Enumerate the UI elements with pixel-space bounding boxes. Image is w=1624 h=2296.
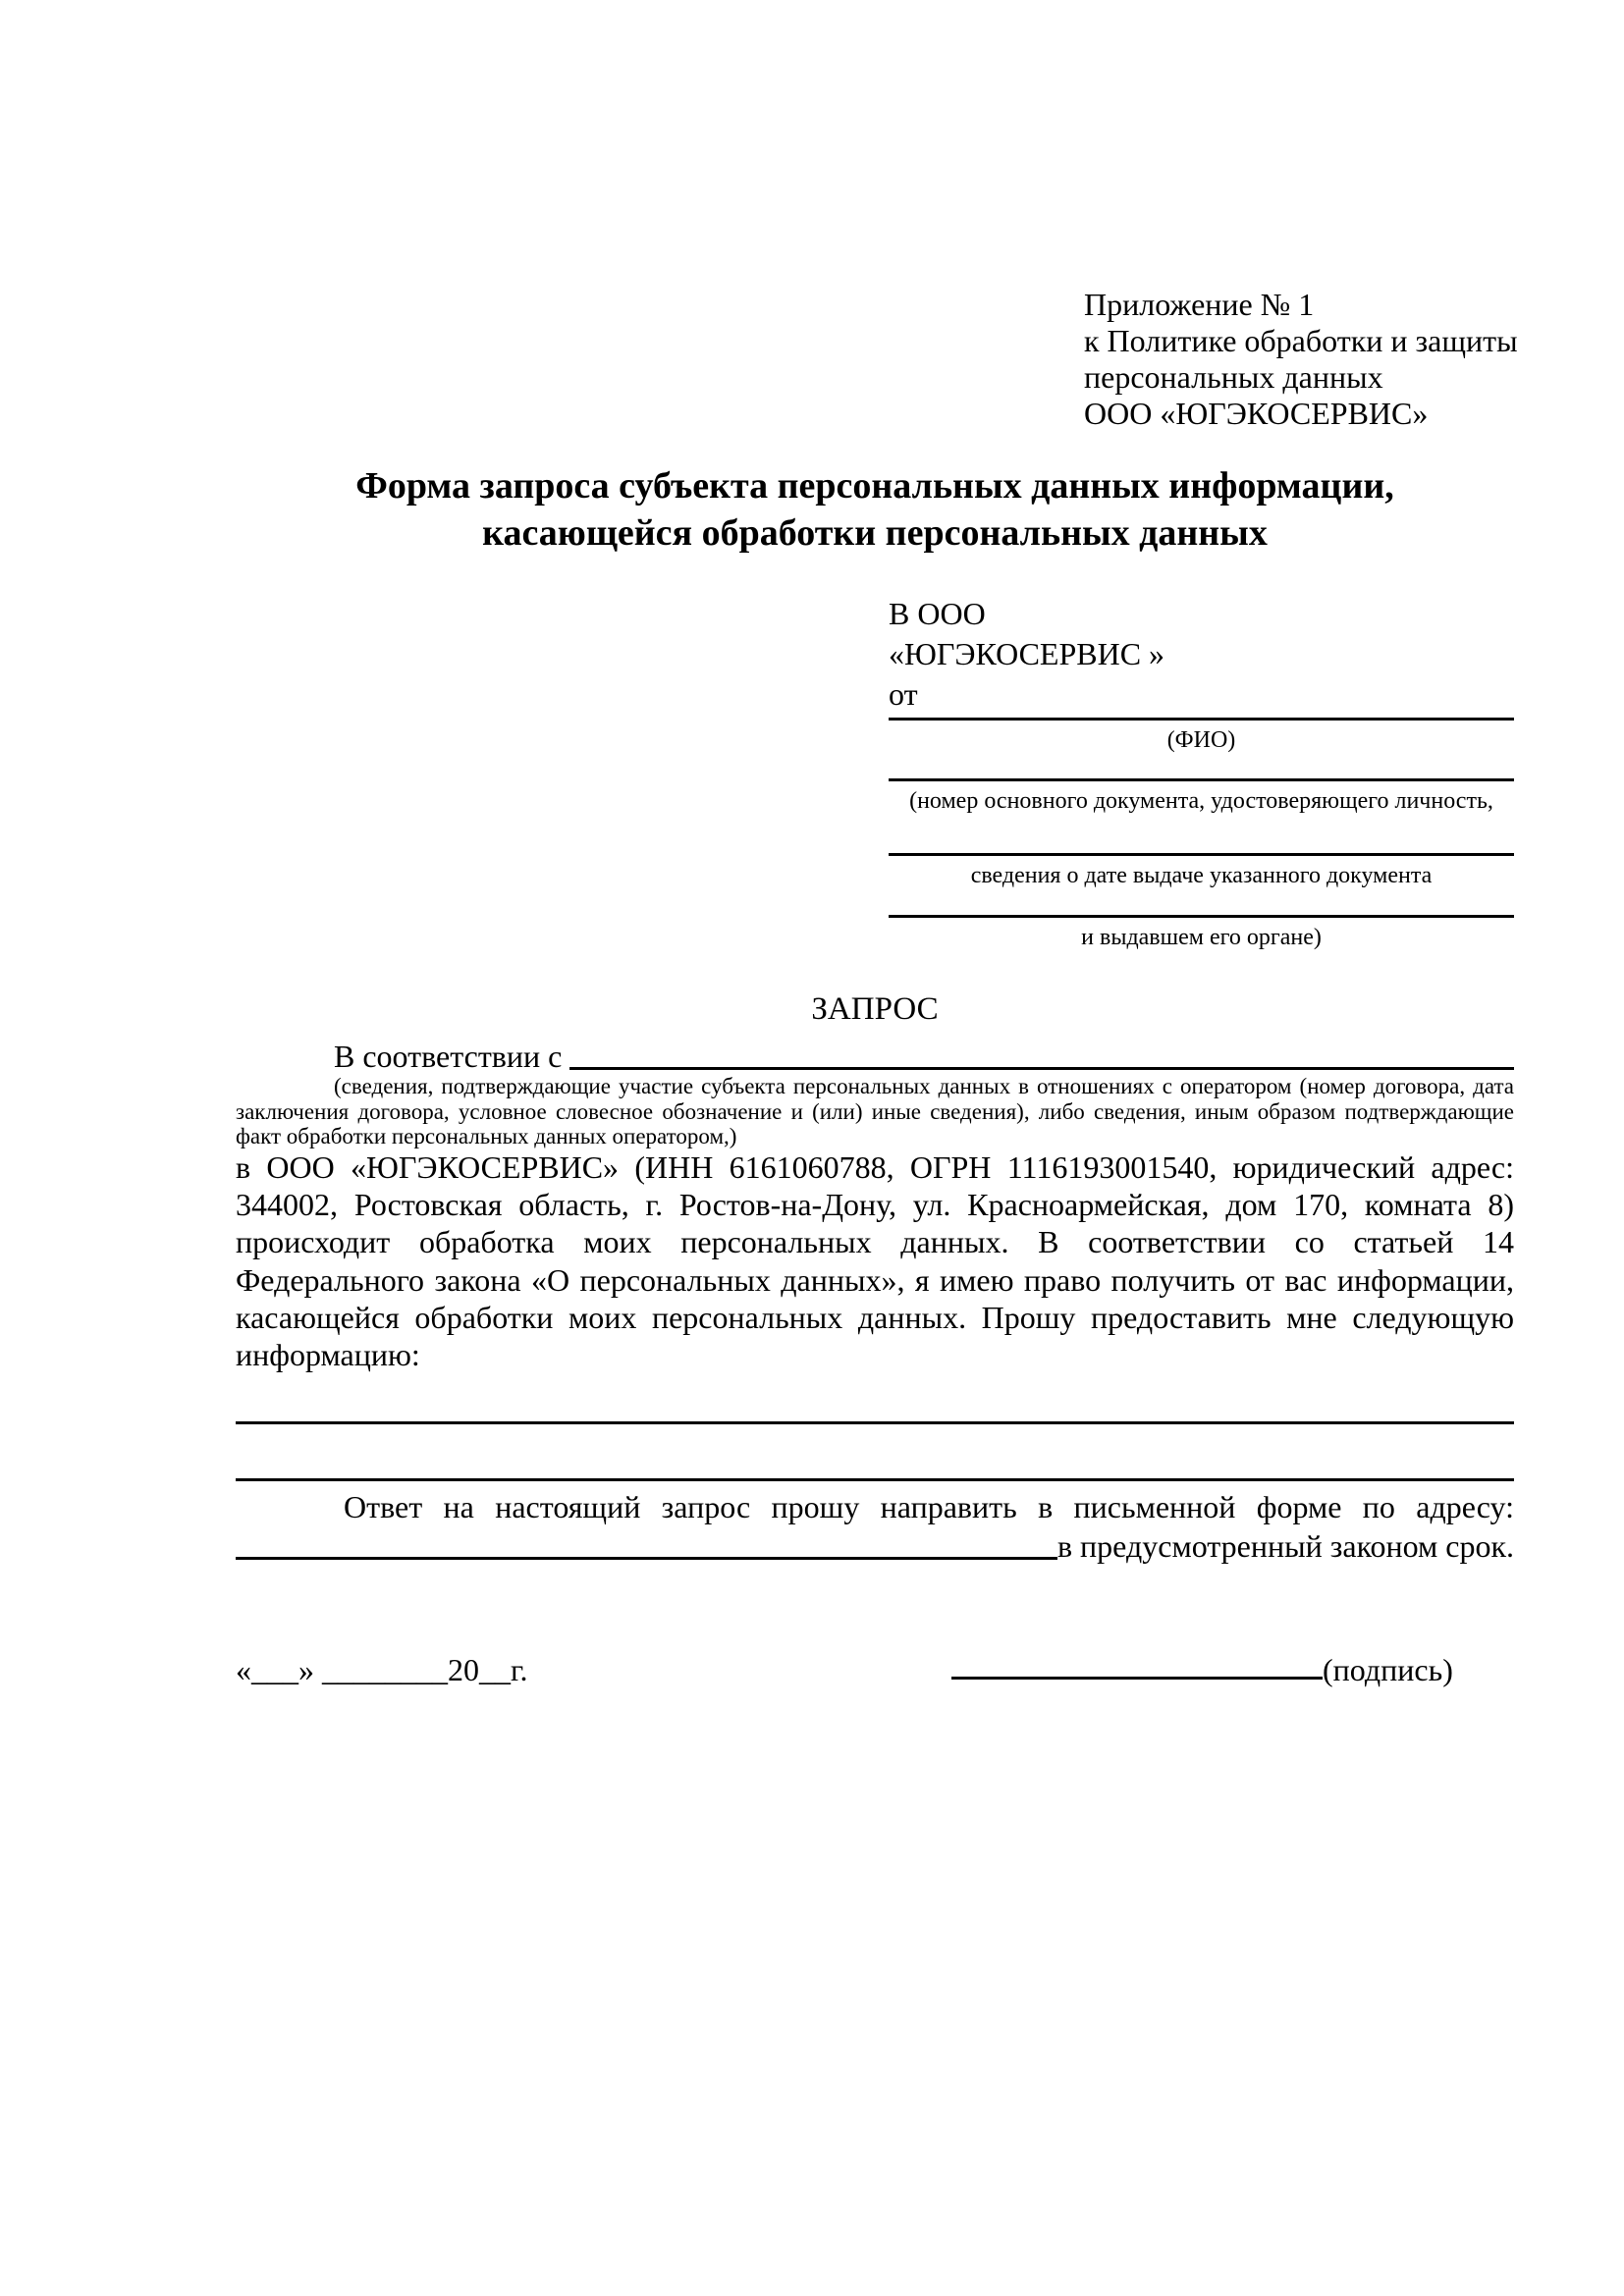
request-body-paragraph: в ООО «ЮГЭКОСЕРВИС» (ИНН 6161060788, ОГРН 1116193001540, юридический адрес: 344002, Ростовская область, г. Ростов-на-Дону, ул. Красноармейская, дом 170, комната 8) происходит обработка моих персональных данных. В соответствии со статьей 14 Федерального закона «О персональных данных», я имею право получить от вас информации, касающейся обработки моих персональных данных. Прошу предоставить мне следующую информацию:: [236, 1149, 1514, 1373]
date-blank-text[interactable]: «___» ________20__г.: [236, 1652, 528, 1687]
addressee-line-2: «ЮГЭКОСЕРВИС »: [889, 636, 1165, 671]
document-title: [173, 462, 1577, 557]
information-blank-line-1[interactable]: [236, 1421, 1514, 1424]
annex-line-1: Приложение № 1: [1084, 287, 1315, 322]
signature-caption: (подпись): [1323, 1652, 1453, 1687]
intro-note: (сведения, подтверждающие участие субъекта персональных данных в отношениях с оператором (номер договора, дата заключения договора, условное словесное обозначение и (или) иные сведения), либо сведения, иным образом подтверждающие факт обработки персональных данных оператором,): [236, 1074, 1514, 1148]
addressee-block: [889, 594, 1164, 715]
fio-blank-line[interactable]: [889, 718, 1514, 721]
request-heading: ЗАПРОС: [811, 991, 939, 1027]
addressee-from-label: от: [889, 676, 918, 712]
annex-block: [1084, 287, 1526, 432]
reply-sentence: Ответ на настоящий запрос прошу направить в письменной форме по адресу:: [344, 1489, 1514, 1524]
document-number-blank-line[interactable]: [889, 778, 1514, 781]
annex-line-4: ООО «ЮГЭКОСЕРВИС»: [1084, 396, 1429, 431]
issuing-authority-caption: и выдавшем его органе): [1081, 925, 1322, 950]
document-number-caption: (номер основного документа, удостоверяющего личность,: [909, 788, 1493, 814]
annex-line-3: персональных данных: [1084, 359, 1383, 395]
address-blank-line[interactable]: [236, 1527, 1057, 1560]
annex-line-2: к Политике обработки и защиты: [1084, 323, 1518, 358]
reply-tail-row: [236, 1527, 1514, 1565]
document-title-line-2: касающейся обработки персональных данных: [482, 512, 1268, 554]
issue-date-blank-line[interactable]: [889, 853, 1514, 856]
fio-caption: (ФИО): [1166, 727, 1236, 753]
addressee-line-1: В ООО: [889, 596, 986, 631]
issuing-authority-blank-line[interactable]: [889, 915, 1514, 918]
reply-tail-text: в предусмотренный законом срок.: [1056, 1528, 1514, 1564]
relation-details-blank-line[interactable]: [569, 1038, 1514, 1070]
signature-blank-line[interactable]: [951, 1677, 1323, 1680]
intro-prefix: В соответствии с: [334, 1039, 570, 1074]
intro-row: [334, 1038, 1514, 1075]
issue-date-caption: сведения о дате выдаче указанного документа: [970, 863, 1433, 888]
information-blank-line-2[interactable]: [236, 1478, 1514, 1481]
document-title-line-1: Форма запроса субъекта персональных данных информации,: [355, 465, 1394, 507]
